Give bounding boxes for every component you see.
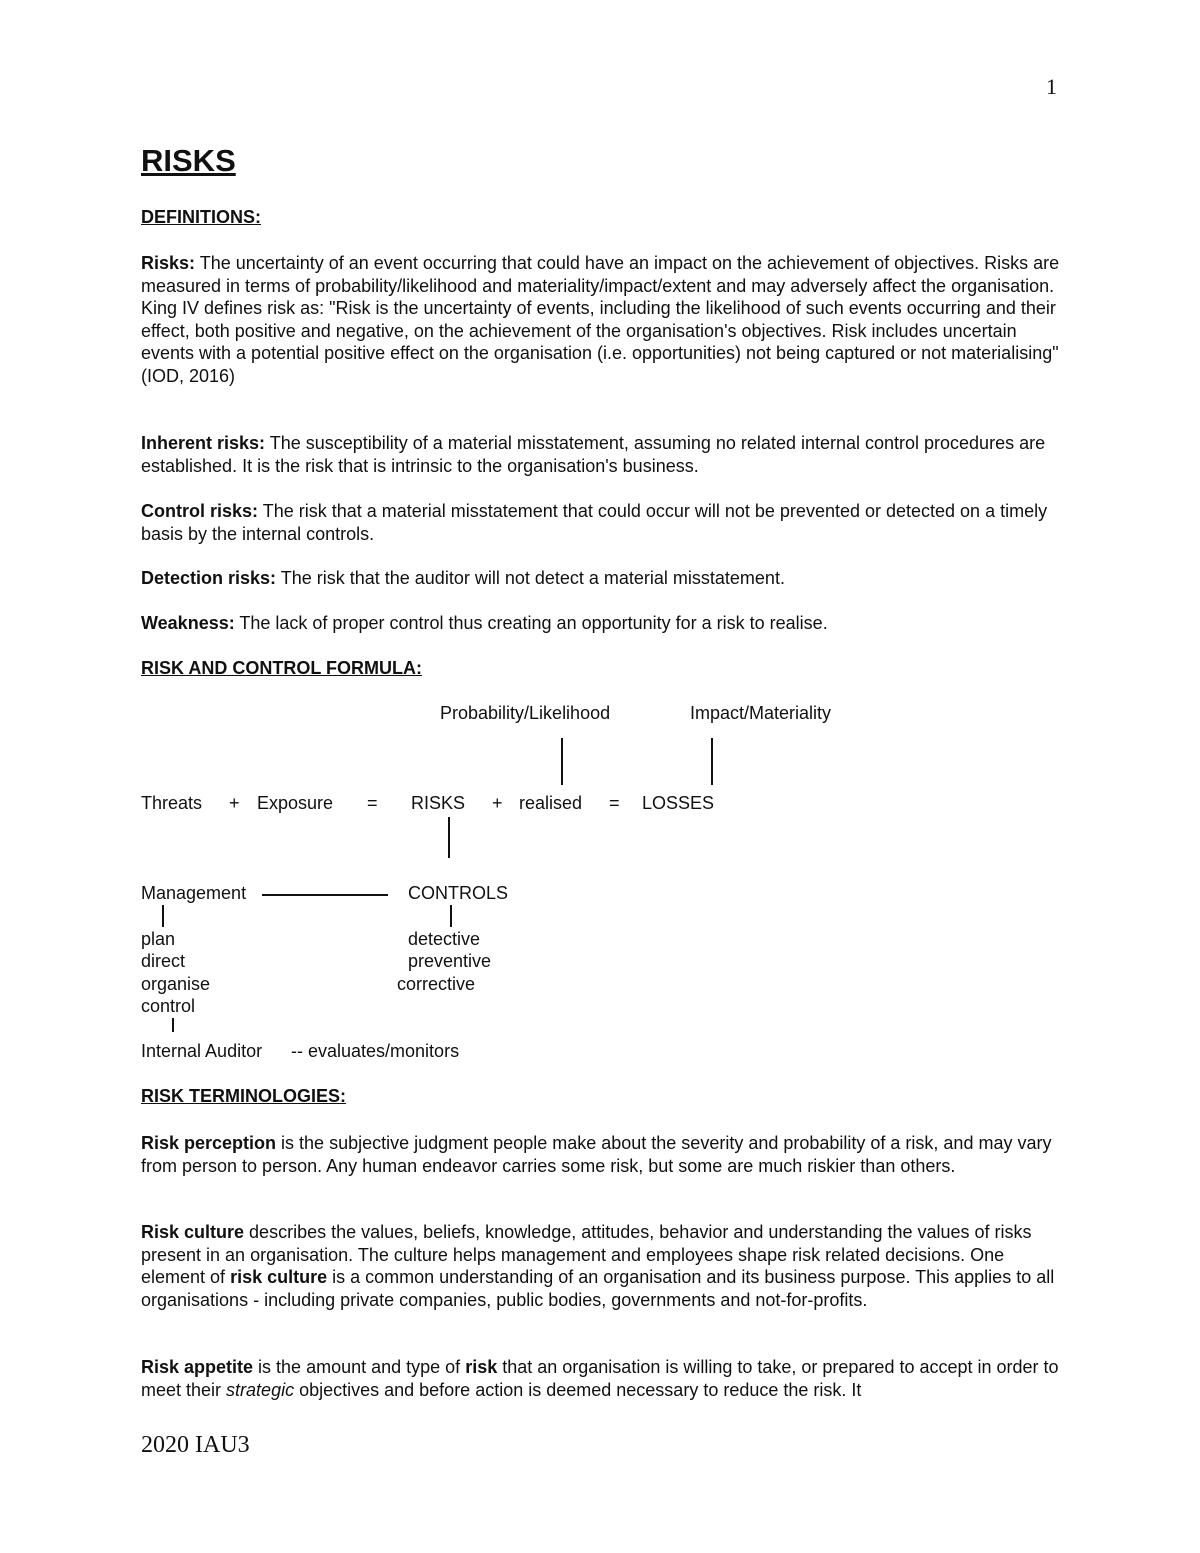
plus-sign-2: +: [492, 793, 503, 813]
term-risks: Risks:: [141, 253, 196, 273]
formula-heading: RISK AND CONTROL FORMULA:: [141, 658, 422, 678]
definition-control-text: The risk that a material misstatement that could occur will not be prevented or detected on a timely basis by the internal controls.: [141, 501, 1048, 544]
equals-sign-2: =: [609, 793, 620, 813]
appetite-text-b: that an organisation is willing to take, or prepared to accept in order to meet their: [141, 1357, 1059, 1400]
risks-label: RISKS: [411, 793, 466, 813]
management-item-control: control: [141, 996, 196, 1016]
term-weakness: Weakness:: [141, 613, 235, 633]
definition-weakness: [141, 612, 1071, 635]
risks-controls-connector: [448, 817, 450, 858]
king-iv-definition: King IV defines risk as: "Risk is the uncertainty of events, including the likelihood of such events occurring and their effect, both positive and negative, on the achievement of the organisation's objectives. Risk includes uncertain events with a potential positive effect on the organisation (i.e. opportunities) not being captured or not materialising" (IOD, 2016): [141, 298, 1059, 386]
control-item-detective: detective: [408, 929, 481, 949]
definition-detection-text: The risk that the auditor will not detect a material misstatement.: [276, 568, 785, 588]
control-item-corrective: corrective: [397, 974, 476, 994]
page-footer: 2020 IAU3: [141, 1432, 250, 1458]
exposure-label: Exposure: [257, 793, 334, 813]
realised-label: realised: [519, 793, 583, 813]
plus-sign-1: +: [229, 793, 240, 813]
term-risk-culture: [141, 1221, 1071, 1311]
terminologies-heading: RISK TERMINOLOGIES:: [141, 1086, 347, 1106]
management-item-direct: direct: [141, 951, 186, 971]
term-risk-appetite: [141, 1356, 1071, 1401]
term-control: Control risks:: [141, 501, 259, 521]
definition-risks-text: The uncertainty of an event occurring that could have an impact on the achievement of objectives. Risks are measured in terms of probability/likelihood and materiality/impact/extent and may adversely affect the organisation.: [141, 253, 1060, 296]
controls-connector: [450, 905, 452, 927]
definition-risks: [141, 252, 1071, 387]
definition-weakness-text: The lack of proper control thus creating an opportunity for a risk to realise.: [234, 613, 828, 633]
term-detection: Detection risks:: [141, 568, 277, 588]
perception-text: is the subjective judgment people make about the severity and probability of a risk, and may vary from person to person. Any human endeavor carries some risk, but some are much riskier than others.: [141, 1133, 1052, 1176]
appetite-text-c: objectives and before action is deemed necessary to reduce the risk. It: [294, 1379, 862, 1400]
probability-connector: [561, 738, 563, 785]
losses-label: LOSSES: [642, 793, 715, 813]
term-appetite: Risk appetite: [141, 1357, 254, 1377]
definition-inherent: [141, 432, 1071, 477]
definition-control: [141, 500, 1071, 545]
management-item-organise: organise: [141, 974, 211, 994]
controls-label: CONTROLS: [408, 883, 509, 903]
internal-auditor-label: Internal Auditor: [141, 1041, 263, 1061]
impact-connector: [711, 738, 713, 785]
management-controls-connector: [262, 894, 388, 896]
definition-detection: [141, 567, 1071, 590]
appetite-italic: strategic: [226, 1379, 295, 1400]
page-title: RISKS: [141, 143, 236, 178]
probability-label: Probability/Likelihood: [440, 703, 611, 723]
term-culture-inline: risk culture: [230, 1267, 328, 1287]
term-risk-perception: [141, 1132, 1071, 1177]
culture-text-a: describes the values, beliefs, knowledge, attitudes, behavior and understanding the values of risks present in an organisation. The culture helps management and employees shape risk related decisions. One element of: [141, 1222, 1032, 1287]
culture-text-b: is a common understanding of an organisation and its business purpose. This applies to all organisations - including private companies, public bodies, governments and not-for-profits.: [141, 1267, 1055, 1310]
definition-inherent-text: The susceptibility of a material misstatement, assuming no related internal control procedures are established. It is the risk that is intrinsic to the organisation's business.: [141, 433, 1046, 476]
threats-label: Threats: [141, 793, 203, 813]
management-item-plan: plan: [141, 929, 176, 949]
term-risk-inline: risk: [465, 1357, 498, 1377]
page-number: 1: [1046, 74, 1057, 99]
auditor-connector: [172, 1018, 174, 1032]
term-culture: Risk culture: [141, 1222, 245, 1242]
evaluates-label: -- evaluates/monitors: [291, 1041, 460, 1061]
impact-label: Impact/Materiality: [690, 703, 832, 723]
definitions-heading: DEFINITIONS:: [141, 207, 261, 227]
term-perception: Risk perception: [141, 1133, 277, 1153]
management-connector: [162, 905, 164, 927]
appetite-text-a: is the amount and type of: [253, 1357, 466, 1377]
term-inherent: Inherent risks:: [141, 433, 266, 453]
management-label: Management: [141, 883, 247, 903]
equals-sign-1: =: [367, 793, 378, 813]
control-item-preventive: preventive: [408, 951, 492, 971]
